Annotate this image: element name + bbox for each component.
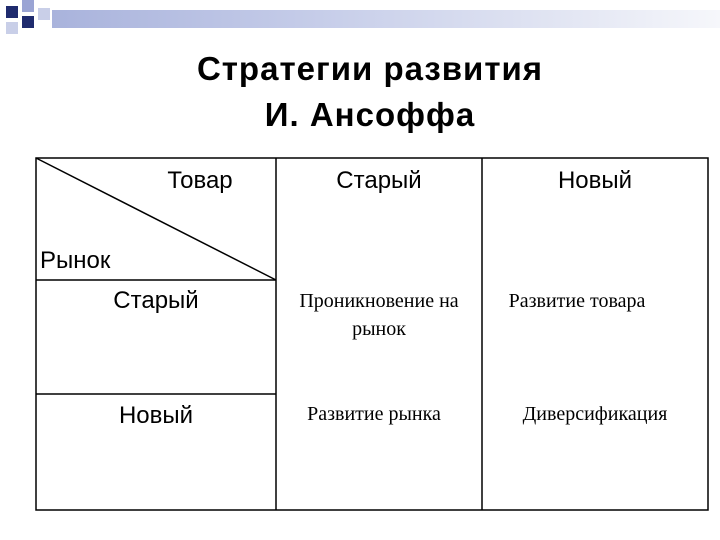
cell-product-development: Развитие товара	[508, 290, 646, 312]
row-header-new-market: Новый	[118, 402, 194, 429]
corner-label-product: Товар	[167, 167, 233, 194]
column-header-old-product: Старый	[336, 167, 422, 194]
column-header-new-product: Новый	[557, 167, 633, 194]
slide-title-line-2: И. Ансоффа	[264, 96, 476, 133]
slide-title-line-1: Стратегии развития	[196, 50, 544, 87]
cell-diversification: Диверсификация	[522, 403, 668, 425]
cell-market-penetration: Проникновение на рынок	[299, 290, 459, 340]
corner-label-market: Рынок	[40, 247, 111, 274]
row-header-old-market: Старый	[113, 287, 199, 314]
cell-market-development: Развитие рынка	[307, 403, 441, 425]
